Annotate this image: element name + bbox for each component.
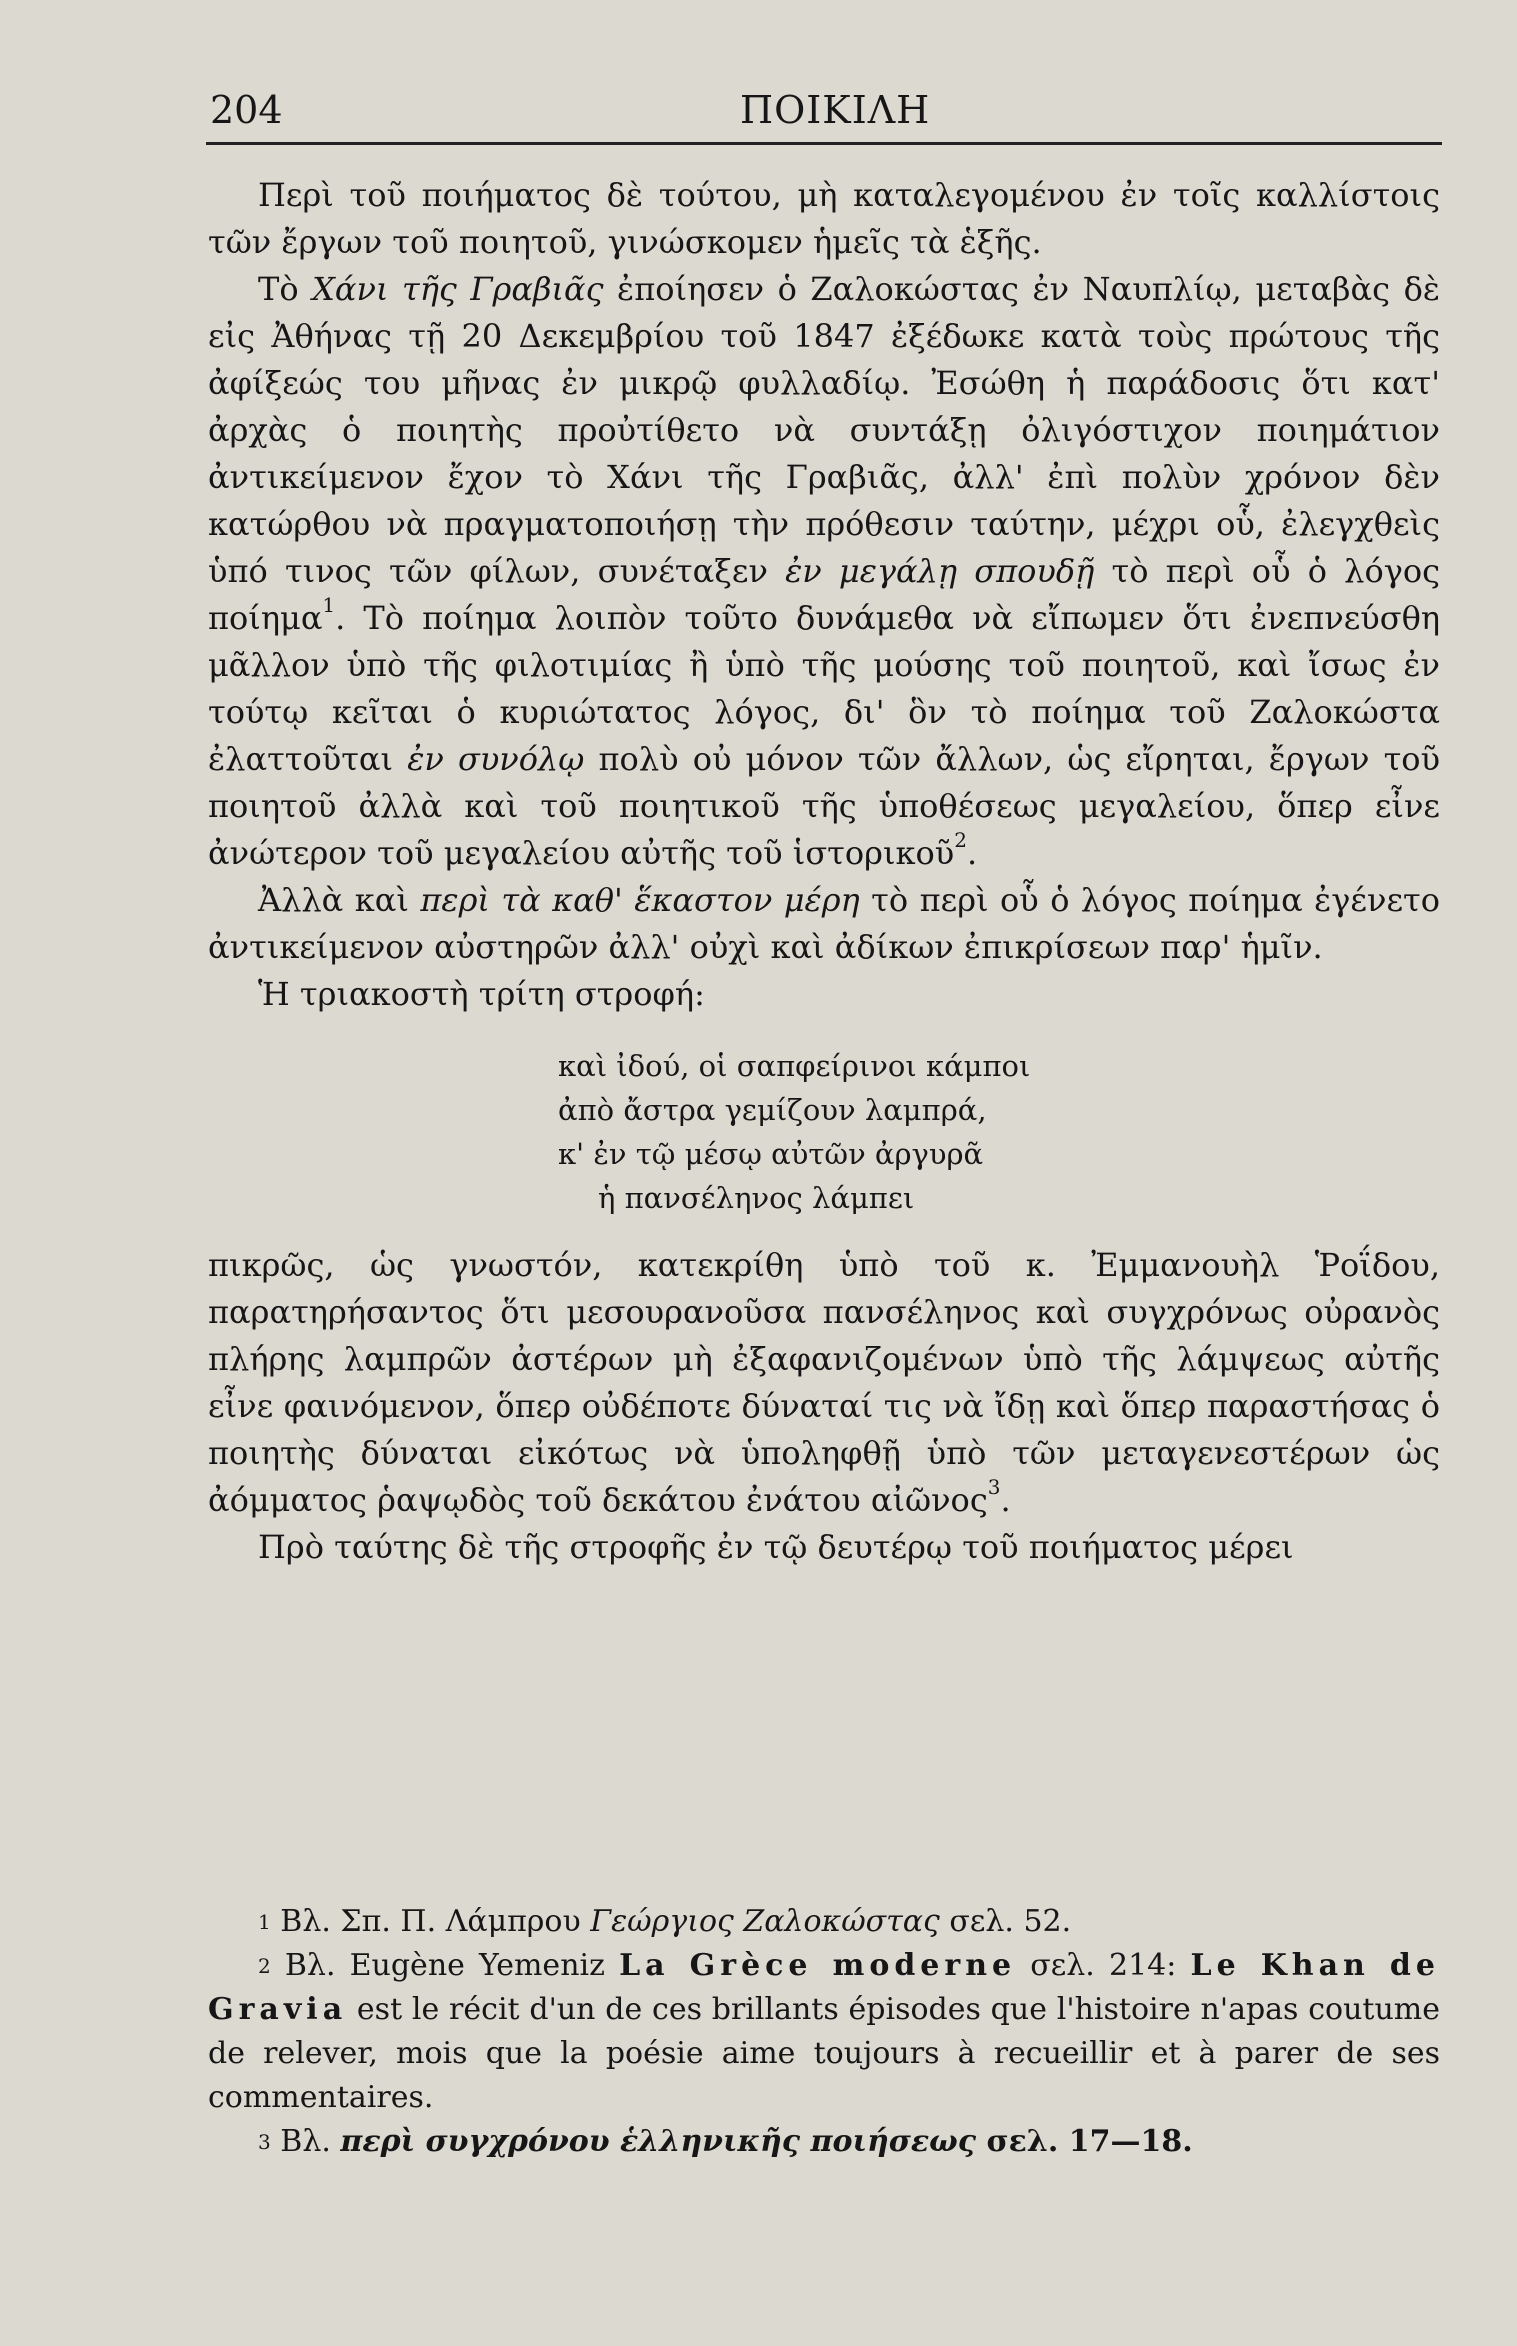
italic-title: Χάνι τῆς Γραβιᾶς (312, 270, 604, 308)
footnote: $^1$ Βλ. Σπ. Π. Λάμπρου Γεώργιος Ζαλοκώστας σελ. 52. (258, 1904, 1072, 1939)
verse-line: ἀπὸ ἄστρα γεμίζουν λαμπρά, (558, 1093, 987, 1127)
paragraph: Περὶ τοῦ ποιήματος δὲ τούτου, μὴ καταλεγομένου ἐν τοῖς καλλίστοις τῶν ἔργων τοῦ ποιητοῦ, γινώσκομεν ἡμεῖς τὰ ἑξῆς. (208, 176, 1440, 261)
footnotes (208, 1900, 1440, 2164)
main-text (208, 172, 1440, 1571)
verse-quote (558, 1044, 1440, 1220)
paragraph: Ἀλλὰ καὶ περὶ τὰ καθ' ἕκαστον μέρη τὸ περὶ οὗ ὁ λόγος ποίημα ἐγένετο ἀντικείμενον αὐστηρῶν ἀλλ' οὐχὶ καὶ ἀδίκων ἐπικρίσεων παρ' ἡμῖν. (208, 881, 1441, 966)
header-rule (206, 142, 1442, 145)
footnote: $^3$ Βλ. περὶ συγχρόνου ἑλληνικῆς ποιήσεως σελ. 17—18. (258, 2124, 1193, 2159)
page-header (210, 88, 1440, 138)
footnote-mark: 2 (258, 1954, 271, 1978)
italic-phrase: περὶ τὰ καθ' ἕκαστον μέρη (420, 881, 860, 919)
footnote: $^2$ Βλ. Eugène Yemeniz La Grèce moderne σελ. 214: Le Khan de Gravia est le récit d'un de ces brillants épisodes que l'histoire n'apas coutume de relever, mois que la poésie aime toujours à recueillir et à parer de ses commentaires. (208, 1948, 1440, 2115)
italic-phrase: ἐν μεγάλῃ σπουδῇ (785, 552, 1095, 590)
paragraph: πικρῶς, ὡς γνωστόν, κατεκρίθη ὑπὸ τοῦ κ. Ἐμμανουὴλ Ῥοΐδου, παρατηρήσαντος ὅτι μεσουρανοῦσα πανσέληνος καὶ συγχρόνως οὐρανὸς πλήρης λαμπρῶν ἀστέρων μὴ ἐξαφανιζομένων ὑπὸ τῆς λάμψεως αὐτῆς εἶνε φαινόμενον, ὅπερ οὐδέποτε δύναταί τις νὰ ἴδῃ καὶ ὅπερ παραστήσας ὁ ποιητὴς δύναται εἰκότως νὰ ὑποληφθῇ ὑπὸ τῶν μεταγενεστέρων ὡς ἀόμματος ῥαψῳδὸς τοῦ δεκάτου ἐνάτου αἰῶνος$^3$. (208, 1246, 1440, 1519)
paragraph: Ἡ τριακοστὴ τρίτη στροφή: (258, 975, 705, 1013)
footnote-mark: 1 (258, 1910, 271, 1934)
verse-line: κ' ἐν τῷ μέσῳ αὐτῶν ἀργυρᾶ (558, 1137, 984, 1171)
footnote-mark: 3 (258, 2130, 271, 2154)
italic-phrase: ἐν συνόλῳ (407, 740, 585, 778)
footnote-ref: 3 (987, 1475, 1001, 1499)
running-title: ΠΟΙΚΙΛΗ (740, 88, 931, 132)
verse-line: καὶ ἰδού, οἱ σαπφείρινοι κάμποι (558, 1049, 1031, 1083)
footnote-ref: 2 (954, 828, 967, 852)
paragraph: Πρὸ ταύτης δὲ τῆς στροφῆς ἐν τῷ δευτέρῳ τοῦ ποιήματος μέρει (258, 1528, 1294, 1566)
footnote-ref: 1 (322, 593, 336, 617)
page-number: 204 (210, 88, 283, 132)
verse-line: ἡ πανσέληνος λάμπει (598, 1181, 915, 1215)
paragraph: Τὸ Χάνι τῆς Γραβιᾶς ἐποίησεν ὁ Ζαλοκώστας ἐν Ναυπλίῳ, μεταβὰς δὲ εἰς Ἀθήνας τῇ 20 Δεκεμβρίου τοῦ 1847 ἐξέδωκε κατὰ τοὺς πρώτους τῆς ἀφίξεώς του μῆνας ἐν μικρῷ φυλλαδίῳ. Ἐσώθη ἡ παράδοσις ὅτι κατ' ἀρχὰς ὁ ποιητὴς προὐτίθετο νὰ συντάξῃ ὀλιγόστιχον ποιημάτιον ἀντικείμενον ἔχον τὸ Χάνι τῆς Γραβιᾶς, ἀλλ' ἐπὶ πολὺν χρόνον δὲν κατώρθου νὰ πραγματοποιήσῃ τὴν πρόθεσιν ταύτην, μέχρι οὗ, ἐλεγχθεὶς ὑπό τινος τῶν φίλων, συνέταξεν ἐν μεγάλῃ σπουδῇ τὸ περὶ οὗ ὁ λόγος ποίημα$^1$. Τὸ ποίημα λοιπὸν τοῦτο δυνάμεθα νὰ εἴπωμεν ὅτι ἐνεπνεύσθη μᾶλλον ὑπὸ τῆς φιλοτιμίας ἢ ὑπὸ τῆς μούσης τοῦ ποιητοῦ, καὶ ἴσως ἐν τούτῳ κεῖται ὁ κυριώτατος λόγος, δι' ὃν τὸ ποίημα τοῦ Ζαλοκώστα ἐλαττοῦται ἐν συνόλῳ πολὺ οὐ μόνον τῶν ἄλλων, ὡς εἴρηται, ἔργων τοῦ ποιητοῦ ἀλλὰ καὶ τοῦ ποιητικοῦ τῆς ὑποθέσεως μεγαλείου, ὅπερ εἶνε ἀνώτερον τοῦ μεγαλείου αὐτῆς τοῦ ἱστορικοῦ$^2$. (208, 270, 1441, 872)
